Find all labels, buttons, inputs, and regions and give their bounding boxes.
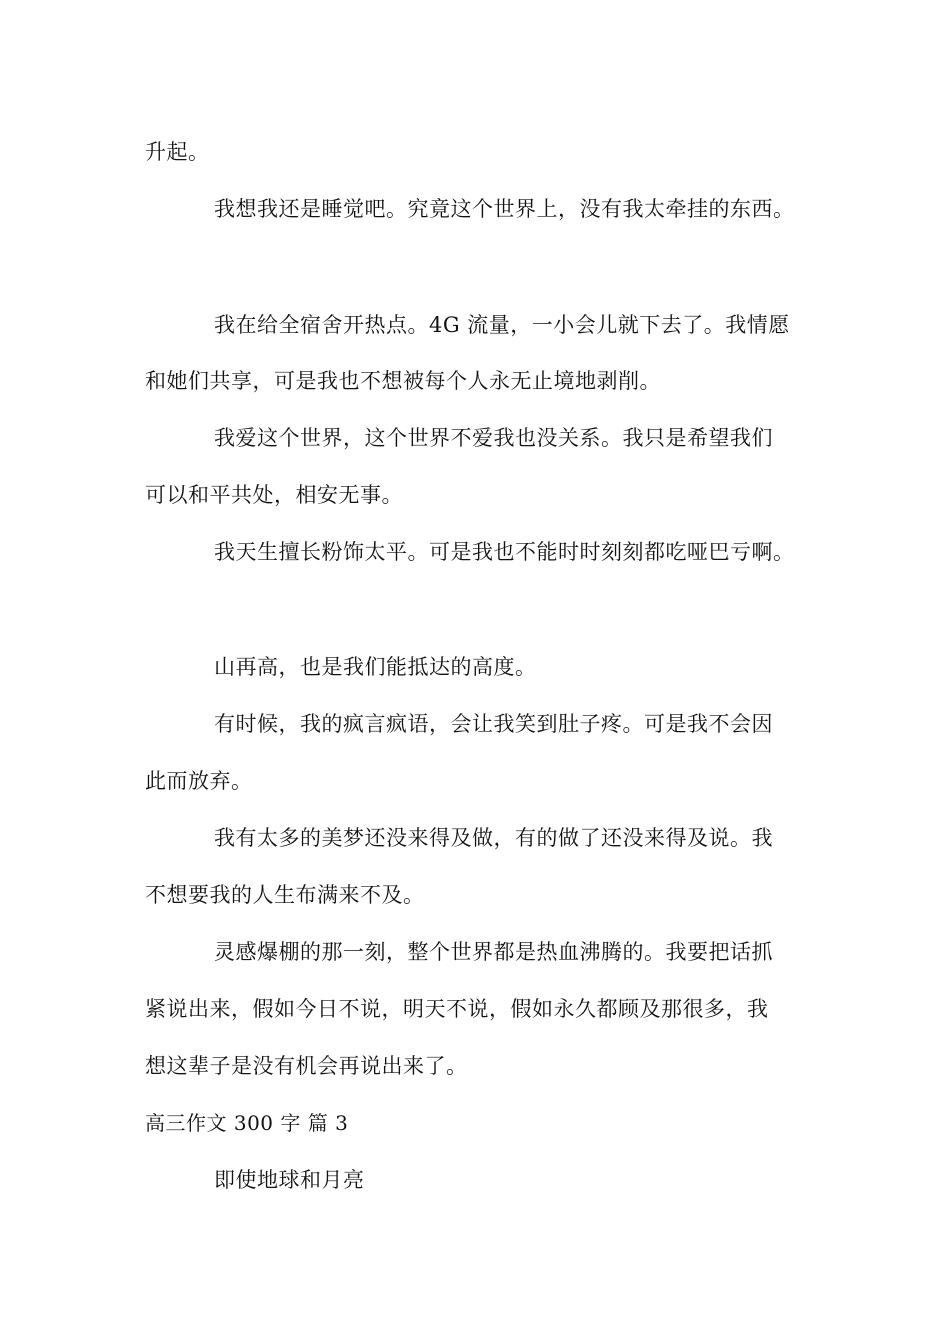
text-line: 想这辈子是没有机会再说出来了。 — [145, 1054, 468, 1078]
section-heading: 高三作文 300 字 篇 3 — [145, 1111, 349, 1135]
text-line: 我天生擅长粉饰太平。可是我也不能时时刻刻都吃哑巴亏啊。 — [214, 540, 795, 564]
text-line: 和她们共享，可是我也不想被每个人永无止境地剥削。 — [145, 369, 661, 393]
text-line: 我在给全宿舍开热点。4G 流量，一小会儿就下去了。我情愿 — [214, 313, 790, 337]
text-line: 山再高，也是我们能抵达的高度。 — [214, 655, 537, 679]
text-line: 灵感爆棚的那一刻，整个世界都是热血沸腾的。我要把话抓 — [214, 940, 773, 964]
text-line: 有时候，我的疯言疯语，会让我笑到肚子疼。可是我不会因 — [214, 712, 773, 736]
text-line: 我想我还是睡觉吧。究竟这个世界上，没有我太牵挂的东西。 — [214, 197, 795, 221]
text-line: 紧说出来，假如今日不说，明天不说，假如永久都顾及那很多，我 — [145, 997, 769, 1021]
text-line: 我有太多的美梦还没来得及做，有的做了还没来得及说。我 — [214, 826, 773, 850]
text-line: 即使地球和月亮 — [214, 1168, 365, 1192]
text-line: 不想要我的人生布满来不及。 — [145, 883, 425, 907]
text-line: 可以和平共处，相安无事。 — [145, 483, 403, 507]
text-line: 我爱这个世界，这个世界不爱我也没关系。我只是希望我们 — [214, 426, 773, 450]
text-line: 升起。 — [145, 140, 210, 164]
text-line: 此而放弃。 — [145, 769, 253, 793]
